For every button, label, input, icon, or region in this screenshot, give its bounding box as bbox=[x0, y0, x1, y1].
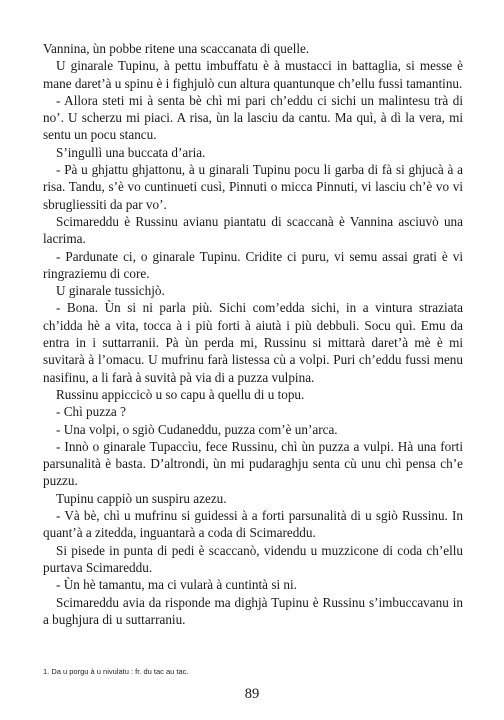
paragraph: Si pisede in punta di pedi è scaccanò, videndu u muzzicone di coda ch’ellu purtava Scimareddu. bbox=[43, 542, 463, 575]
paragraph: - Una volpi, o sgiò Cudaneddu, puzza com’è un’arca. bbox=[56, 421, 338, 437]
paragraph: U ginarale Tupinu, à pettu imbuffatu è à mustacci in battaglia, si messe è mane daret’à u spinu è i fighjulò cun altura quantunque ch’ellu fussi tamantinu. bbox=[43, 58, 463, 91]
paragraph: Tupinu cappiò un suspiru azezu. bbox=[56, 490, 227, 506]
paragraph: S’ingullì una buccata d’aria. bbox=[56, 144, 206, 160]
paragraph: Scimareddu è Russinu avianu piantatu di scaccanà è Vannina asciuvò una lacrima. bbox=[43, 213, 463, 247]
paragraph: - Bona. Ùn si ni parla più. Sichi com’edda sichi, in a vintura straziata ch’idda hè a vita, tocca à i più forti à aiutà i più debbuli. Socu quì. Emu da entra in i suttarranii. Pà ùn perda mi, Russinu si mittarà daret’à mè è mi suvitarà à l’omacu. U mufrinu farà listessa cù a volpi. Puri ch’eddu fussi menu nasifinu, a li farà à suvità pà via di a puzza vulpina. bbox=[43, 300, 463, 385]
paragraph: - Chì puzza ? bbox=[56, 404, 126, 420]
paragraph: Vannina, ùn pobbe ritene una scaccanata di quelle. bbox=[43, 41, 310, 56]
paragraph: Russinu appiccicò u so capu à quellu di u topu. bbox=[56, 386, 305, 402]
page-number: 89 bbox=[244, 686, 260, 702]
page-body bbox=[43, 40, 463, 628]
paragraph: Scimareddu avia da risponde ma dighjà Tupinu è Russinu s’imbuccavanu in a bughjura di u suttarraniu. bbox=[43, 594, 463, 627]
footnote: 1. Da u porgu à u nivulatu : fr. du tac au tac. bbox=[43, 667, 189, 676]
paragraph: - Innò o ginarale Tupaccìu, fece Russinu, chì ùn puzza a vulpi. Hà una forti parsunalità è basta. D’altrondi, ùn mi pudaraghju senta cù unu chì pensa ch’e puzzu. bbox=[43, 438, 463, 489]
paragraph: - Ùn hè tamantu, ma ci vularà à cuntintà si ni. bbox=[56, 577, 297, 593]
paragraph: - Pà u ghjattu ghjattonu, à u ginarali Tupinu pocu li garba di fà si ghjucà à a risa. Tandu, s’è vo cuntinueti cusì, Pinnuti o micca Pinnuti, vi lasciu ch’è vo vi sbrugliessiti da par vo’. bbox=[43, 162, 463, 212]
paragraph: - Allora steti mi à senta bè chì mi pari ch’eddu ci sichi un malintesu trà di no’. U scherzu mi piaci. A risa, ùn la lasciu da cantu. Ma quì, à dì la vera, mi sentu un pocu stancu. bbox=[43, 92, 463, 143]
paragraph: - Pardunate ci, o ginarale Tupinu. Cridite ci puru, vi semu assai grati è vi ringraziemu di core. bbox=[43, 248, 463, 281]
paragraph: - Và bè, chì u mufrinu si guidessi à a forti parsunalità di u sgiò Russinu. In quant’à a zitedda, inguantarà a coda di Scimareddu. bbox=[43, 508, 463, 541]
paragraph: U ginarale tussichjò. bbox=[56, 283, 165, 299]
